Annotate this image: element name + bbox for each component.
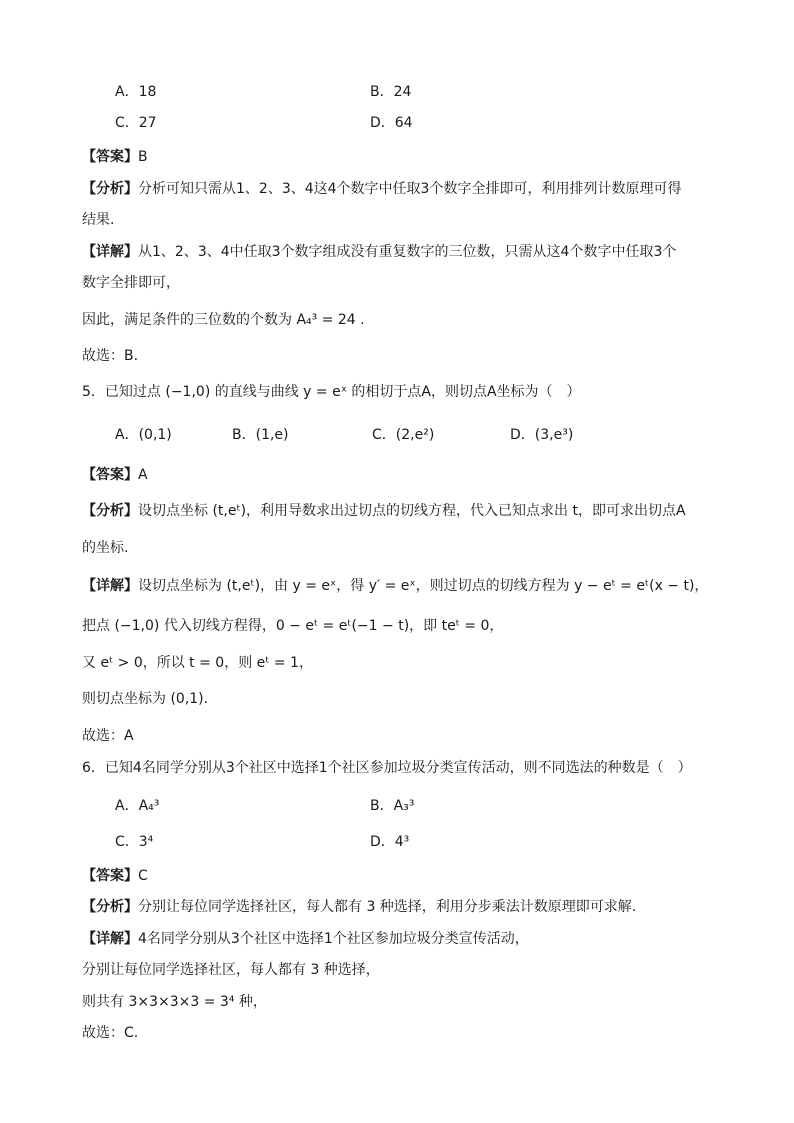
q4-analysis-line-2: 结果.	[82, 212, 115, 228]
q5-option-b: B．(1,e)	[232, 427, 289, 443]
q5-analysis-line-2: 的坐标.	[82, 540, 129, 556]
q6-analysis-line-1	[82, 897, 636, 917]
answer-value: A	[138, 467, 148, 483]
answer-tag: 【答案】	[82, 868, 138, 884]
q5-choice: 故选：A	[82, 728, 134, 744]
analysis-tag: 【分析】	[82, 181, 138, 197]
q4-detail-line-3: 因此，满足条件的三位数的个数为 A₄³ = 24 .	[82, 312, 365, 328]
detail-tag: 【详解】	[82, 578, 138, 594]
q6-detail-line-3: 则共有 3×3×3×3 = 3⁴ 种，	[82, 994, 267, 1010]
analysis-text: 分析可知只需从1、2、3、4这4个数字中任取3个数字全排即可，利用排列计数原理可得	[138, 181, 682, 197]
detail-tag: 【详解】	[82, 244, 138, 260]
q4-choice: 故选：B.	[82, 348, 139, 364]
detail-text: 从1、2、3、4中任取3个数字组成没有重复数字的三位数，只需从这4个数字中任取3个	[138, 244, 677, 260]
q6-detail-line-2: 分别让每位同学选择社区，每人都有 3 种选择，	[82, 962, 380, 978]
q6-option-d: D．4³	[370, 834, 410, 850]
q6-option-b: B．A₃³	[370, 798, 415, 814]
q6-option-a: A．A₄³	[115, 798, 160, 814]
q6-option-c: C．3⁴	[115, 834, 154, 850]
q6-answer	[82, 866, 148, 886]
answer-tag: 【答案】	[82, 467, 138, 483]
answer-value: B	[138, 149, 148, 165]
q4-detail-line-1	[82, 242, 676, 262]
detail-text: 设切点坐标为 (t,eᵗ)，由 y = eˣ，得 y′ = eˣ，则过切点的切线方程为 y − eᵗ = eᵗ(x − t)，	[138, 578, 709, 594]
analysis-text: 分别让每位同学选择社区，每人都有 3 种选择，利用分步乘法计数原理即可求解.	[138, 899, 637, 915]
q5-option-c: C．(2,e²)	[372, 427, 435, 443]
q5-detail-line-2: 把点 (−1,0) 代入切线方程得，0 − eᵗ = eᵗ(−1 − t)，即 teᵗ = 0，	[82, 618, 504, 634]
answer-tag: 【答案】	[82, 149, 138, 165]
q4-detail-line-2: 数字全排即可，	[82, 275, 180, 291]
q5-detail-line-3: 又 eᵗ > 0，所以 t = 0，则 eᵗ = 1，	[82, 655, 313, 671]
q4-analysis-line-1	[82, 179, 681, 199]
q4-option-b: B．24	[370, 84, 412, 100]
q5-detail-line-4: 则切点坐标为 (0,1).	[82, 691, 209, 707]
q4-option-d: D．64	[370, 115, 413, 131]
q6-choice: 故选：C.	[82, 1025, 139, 1041]
q5-option-d: D．(3,e³)	[510, 427, 574, 443]
q4-answer	[82, 147, 148, 167]
q4-option-c: C．27	[115, 115, 157, 131]
q5-analysis-line-1	[82, 501, 686, 521]
q5-answer	[82, 465, 148, 485]
detail-tag: 【详解】	[82, 931, 138, 947]
analysis-tag: 【分析】	[82, 503, 138, 519]
q5-detail-line-1	[82, 576, 708, 596]
analysis-text: 设切点坐标 (t,eᵗ)，利用导数求出过切点的切线方程，代入已知点求出 t，即可求出切点A	[138, 503, 686, 519]
q5-stem: 5．已知过点 (−1,0) 的直线与曲线 y = eˣ 的相切于点A，则切点A坐标为（ ）	[82, 384, 581, 400]
detail-text: 4名同学分别从3个社区中选择1个社区参加垃圾分类宣传活动，	[138, 931, 529, 947]
q5-option-a: A．(0,1)	[115, 427, 172, 443]
answer-value: C	[138, 868, 148, 884]
q6-stem: 6．已知4名同学分别从3个社区中选择1个社区参加垃圾分类宣传活动，则不同选法的种数是（ ）	[82, 760, 692, 776]
q6-detail-line-1	[82, 929, 529, 949]
analysis-tag: 【分析】	[82, 899, 138, 915]
q4-option-a: A．18	[115, 84, 157, 100]
